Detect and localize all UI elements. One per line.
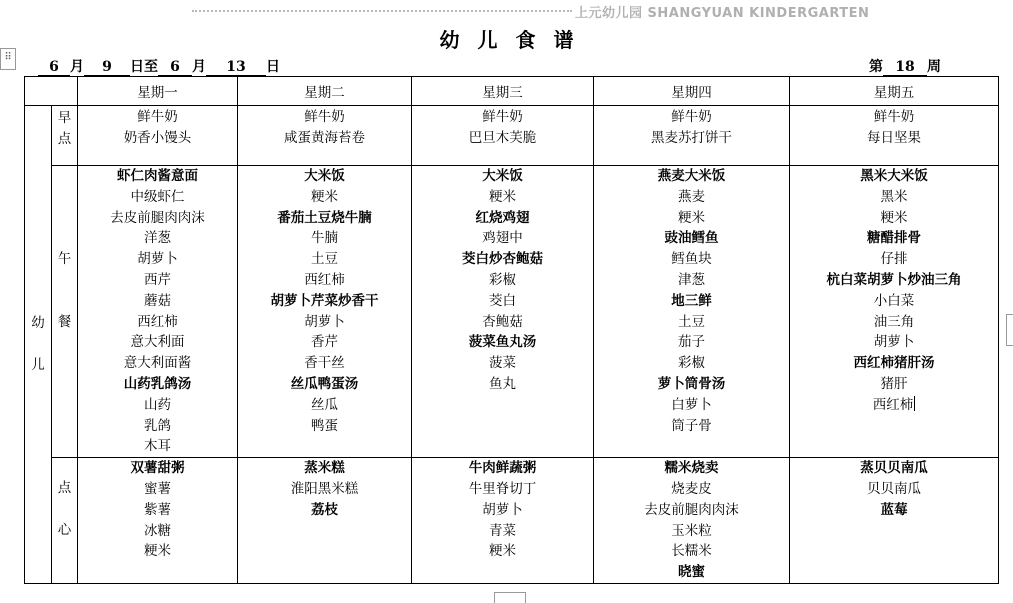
day-header: 星期四	[594, 77, 790, 106]
ingredient: 贝贝南瓜	[867, 480, 921, 497]
ingredient: 粳米	[489, 543, 516, 560]
ingredient: 黑米	[880, 188, 908, 205]
day-header: 星期五	[790, 77, 999, 106]
day-header: 星期一	[78, 77, 238, 106]
menu-cell[interactable]	[790, 106, 999, 166]
end-day: 13	[206, 59, 266, 76]
ingredient: 牛腩	[311, 230, 338, 247]
dish-name: 大米饭	[482, 168, 523, 184]
ingredient: 去皮前腿肉肉沫	[644, 501, 739, 518]
ingredient: 粳米	[144, 543, 171, 560]
ingredient: 巴旦木芙脆	[468, 129, 537, 146]
meal-label-char: 午	[57, 251, 72, 267]
dish-name: 荔枝	[311, 501, 338, 518]
ingredient: 粳米	[489, 188, 516, 205]
dish-name: 大米饭	[304, 168, 345, 184]
week-value: 18	[883, 59, 927, 76]
ingredient: 咸蛋黄海苔卷	[284, 129, 365, 146]
dish-name: 番茄土豆烧牛腩	[277, 209, 372, 226]
dish-name: 糖醋排骨	[867, 230, 921, 247]
meal-label	[52, 458, 78, 584]
menu-cell[interactable]	[78, 166, 238, 458]
ingredient: 牛里脊切丁	[468, 480, 537, 497]
ingredient: 黑麦苏打饼干	[651, 129, 732, 146]
week-prefix: 第	[869, 59, 883, 75]
ingredient: 燕麦	[678, 188, 705, 205]
meal-label-char: 餐	[57, 314, 72, 330]
ingredient: 西红柿	[137, 313, 178, 330]
dish-name: 蒸贝贝南瓜	[860, 460, 928, 477]
ingredient: 烧麦皮	[671, 480, 712, 497]
dish-name: 红烧鸡翅	[475, 209, 530, 226]
ingredient: 长糯米	[671, 543, 712, 560]
ingredient: 意大利面	[130, 334, 185, 351]
ingredient: 彩椒	[489, 271, 516, 288]
ingredient: 木耳	[144, 438, 171, 455]
menu-cell[interactable]	[238, 166, 412, 458]
ingredient: 乳鸽	[144, 417, 171, 434]
ingredient: 鲜牛奶	[137, 109, 178, 125]
ingredient: 鲜牛奶	[873, 109, 915, 125]
menu-cell[interactable]	[594, 166, 790, 458]
ingredient: 粳米	[311, 188, 338, 205]
day-header: 星期三	[412, 77, 594, 106]
ingredient: 茄子	[678, 334, 705, 351]
school-header: 上元幼儿园 SHANGYUAN KINDERGARTEN	[575, 6, 870, 21]
dish-name: 蓝莓	[880, 501, 908, 518]
ingredient: 粳米	[678, 209, 705, 226]
dish-name: 虾仁肉酱意面	[117, 168, 198, 184]
menu-cell[interactable]	[238, 458, 412, 584]
ingredient: 小白菜	[873, 292, 915, 309]
dish-name: 丝瓜鸭蛋汤	[290, 375, 359, 392]
ingredient: 茭白	[489, 292, 516, 309]
ingredient: 去皮前腿肉肉沫	[110, 209, 205, 226]
corner-cell	[25, 77, 78, 106]
ingredient: 杏鲍菇	[482, 313, 523, 330]
ingredient: 油三角	[873, 313, 915, 330]
day-label: 日	[266, 59, 280, 75]
ingredient: 冰糖	[144, 522, 171, 539]
ingredient: 青菜	[489, 522, 516, 539]
dish-name: 地三鲜	[671, 292, 712, 309]
ingredient: 鳕鱼块	[671, 251, 712, 268]
group-label-char: 幼	[31, 315, 45, 332]
meal-label-char: 心	[57, 522, 72, 539]
month-label: 月	[70, 59, 84, 75]
ingredient: 香芹	[311, 334, 338, 351]
ingredient: 鱼丸	[489, 375, 516, 392]
ingredient: 意大利面酱	[123, 355, 192, 372]
ingredient: 鲜牛奶	[482, 109, 523, 125]
week-number	[869, 56, 941, 76]
group-label	[25, 106, 52, 584]
menu-table	[24, 76, 999, 584]
right-margin-handle[interactable]	[1006, 314, 1013, 346]
dish-name: 萝卜筒骨汤	[657, 375, 726, 392]
ingredient: 白萝卜	[671, 396, 712, 413]
day-header: 星期二	[238, 77, 412, 106]
dish-name: 蒸米糕	[304, 460, 345, 477]
dish-name: 黑米大米饭	[860, 168, 928, 184]
dish-name: 糯米烧卖	[664, 460, 719, 477]
menu-cell[interactable]	[412, 106, 594, 166]
meal-label	[52, 166, 78, 458]
menu-cell[interactable]	[78, 106, 238, 166]
ingredient: 鲜牛奶	[304, 109, 345, 125]
ingredient: 胡萝卜	[482, 501, 523, 518]
ingredient: 西红柿	[872, 396, 914, 413]
ingredient: 每日坚果	[867, 129, 921, 146]
ingredient: 津葱	[678, 271, 705, 288]
ingredient: 猪肝	[880, 375, 908, 392]
menu-cell[interactable]	[238, 106, 412, 166]
page-title	[0, 24, 1013, 53]
ingredient: 胡萝卜	[873, 334, 915, 351]
bottom-margin-handle[interactable]	[494, 592, 526, 603]
ingredient: 彩椒	[678, 355, 705, 372]
ingredient: 胡萝卜	[137, 251, 178, 268]
dish-name: 牛肉鲜蔬粥	[468, 460, 537, 477]
ingredient: 胡萝卜	[304, 313, 345, 330]
ingredient: 山药	[144, 396, 171, 413]
meal-label-char: 早	[57, 110, 72, 126]
table-move-handle-icon[interactable]: ⠿	[0, 48, 16, 70]
ingredient: 蘑菇	[144, 292, 171, 309]
ingredient: 鲜牛奶	[671, 109, 712, 125]
meal-label-char: 点	[57, 480, 72, 497]
meal-row	[25, 106, 999, 166]
meal-label	[52, 106, 78, 166]
ingredient: 蜜薯	[144, 480, 171, 497]
title-char: 食	[515, 28, 536, 52]
meal-row	[25, 458, 999, 584]
end-month: 6	[158, 59, 192, 76]
ingredient: 淮阳黑米糕	[290, 480, 359, 497]
ingredient: 香干丝	[304, 355, 345, 372]
day-to-label: 日至	[130, 59, 158, 75]
meal-row	[25, 166, 999, 458]
date-range	[38, 56, 280, 76]
ingredient: 粳米	[880, 209, 908, 226]
ingredient: 奶香小馒头	[123, 129, 192, 146]
ingredient: 土豆	[311, 251, 338, 268]
group-label-char: 儿	[31, 357, 45, 374]
dish-name: 菠菜鱼丸汤	[468, 334, 537, 351]
ingredient: 鸡翅中	[482, 230, 523, 247]
start-day: 9	[84, 59, 130, 76]
ingredient: 仔排	[880, 251, 908, 268]
ingredient: 西芹	[144, 271, 171, 288]
menu-cell[interactable]	[78, 458, 238, 584]
dish-name: 燕麦大米饭	[657, 168, 726, 184]
menu-cell[interactable]	[412, 166, 594, 458]
ingredient: 洋葱	[144, 230, 171, 247]
ingredient: 紫薯	[144, 501, 171, 518]
ingredient: 鸭蛋	[311, 417, 338, 434]
dish-name: 双薯甜粥	[130, 460, 185, 477]
dish-name: 山药乳鸽汤	[123, 375, 192, 392]
ingredient: 筒子骨	[671, 417, 712, 434]
title-char: 谱	[553, 28, 574, 52]
title-char: 幼	[439, 28, 460, 52]
start-month: 6	[38, 59, 70, 76]
ingredient: 中级虾仁	[130, 188, 185, 205]
ingredient: 西红柿	[304, 271, 345, 288]
title-char: 儿	[477, 28, 498, 52]
dish-name: 杭白菜胡萝卜炒油三角	[826, 271, 962, 288]
dish-name: 晓蜜	[678, 564, 705, 581]
menu-cell[interactable]	[594, 106, 790, 166]
week-suffix: 周	[927, 59, 941, 75]
menu-cell[interactable]	[412, 458, 594, 584]
ingredient: 土豆	[678, 313, 705, 330]
menu-cell[interactable]	[790, 166, 999, 458]
day-header-row	[25, 77, 999, 106]
dish-name: 西红柿猪肝汤	[853, 355, 935, 372]
text-cursor	[914, 396, 915, 411]
ingredient: 玉米粒	[671, 522, 712, 539]
ingredient: 丝瓜	[311, 396, 338, 413]
menu-cell[interactable]	[790, 458, 999, 584]
meal-label-char: 点	[57, 131, 72, 147]
menu-cell[interactable]	[594, 458, 790, 584]
dish-name: 豉油鳕鱼	[664, 230, 719, 247]
month-label: 月	[192, 59, 206, 75]
header-dotted-rule	[192, 10, 572, 12]
dish-name: 胡萝卜芹菜炒香干	[270, 292, 379, 309]
ingredient: 菠菜	[489, 355, 516, 372]
dish-name: 茭白炒杏鲍菇	[462, 251, 543, 268]
